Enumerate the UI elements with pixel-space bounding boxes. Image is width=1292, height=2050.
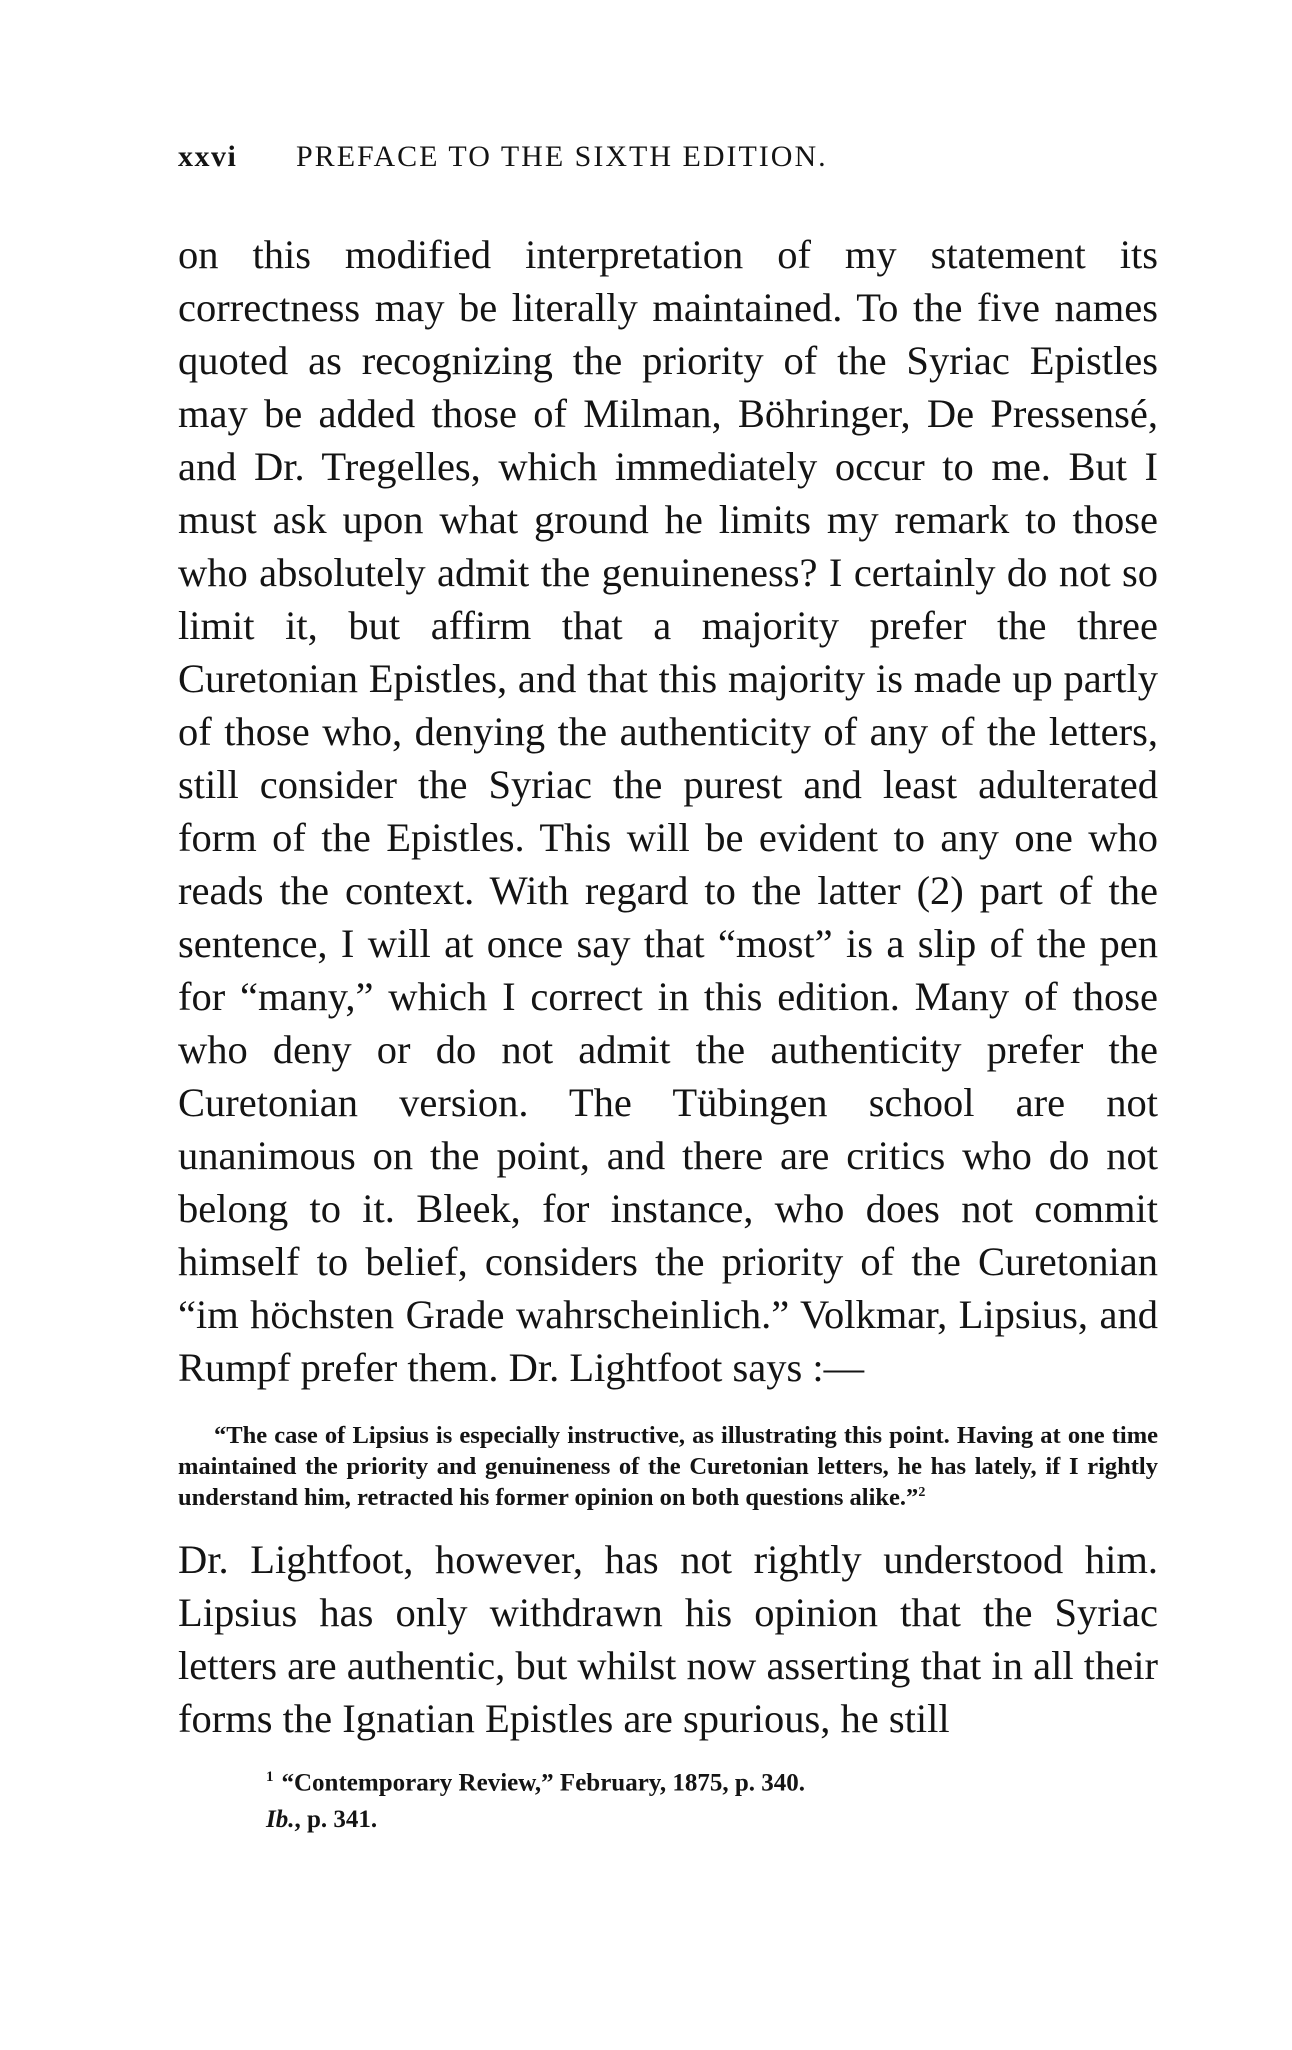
running-title: PREFACE TO THE SIXTH EDITION. <box>296 140 828 173</box>
footnote-text: “Contemporary Review,” February, 1875, p. 340. <box>281 1769 806 1797</box>
quote-text: “The case of Lipsius is especially instructive, as illustrating this point. Having at one time maintained the priority and genuineness of the Curetonian letters, he has lately, if I rightly understand him, retracted his former opinion on both questions alike.” <box>178 1422 1158 1511</box>
block-quote <box>178 1420 1158 1513</box>
footnote-1 <box>266 1759 1158 1801</box>
footnotes <box>266 1759 1158 1838</box>
quote-note-ref: 2 <box>918 1484 926 1500</box>
body-paragraph-2: Dr. Lightfoot, however, has not rightly understood him. Lipsius has only withdrawn his opinion that the Syriac letters are authentic, but whilst now asserting that in all their forms the Ignatian Epistles are spurious, he still <box>178 1537 1158 1741</box>
page-number: xxvi <box>178 140 238 173</box>
footnote-mark: 1 <box>266 1769 274 1785</box>
footnote-text: , p. 341. <box>294 1806 378 1834</box>
footnote-2 <box>266 1801 1158 1838</box>
body-paragraph-1: on this modified interpretation of my statement its correctness may be literally maintained. To the five names quoted as recognizing the priority of the Syriac Epistles may be added those of Milman, Böhringer, De Pressensé, and Dr. Tregelles, which immediately occur to me. But I must ask upon what ground he limits my remark to those who absolutely admit the genuineness? I certainly do not so limit it, but affirm that a majority prefer the three Curetonian Epistles, and that this majority is made up partly of those who, denying the authenticity of any of the letters, still consider the Syriac the purest and least adulterated form of the Epistles. This will be evident to any one who reads the context. With regard to the latter (2) part of the sentence, I will at once say that “most” is a slip of the pen for “many,” which I correct in this edition. Many of those who deny or do not admit the authenticity prefer the Curetonian version. The Tübingen school are not unanimous on the point, and there are critics who do not belong to it. Bleek, for instance, who does not commit himself to belief, considers the priority of the Curetonian “im höchsten Grade wahrscheinlich.” Volkmar, Lipsius, and Rumpf prefer them. Dr. Lightfoot says :— <box>178 232 1158 1390</box>
footnote-ibid: Ib. <box>266 1806 295 1834</box>
book-page <box>178 140 1158 1838</box>
running-head <box>178 140 1158 180</box>
